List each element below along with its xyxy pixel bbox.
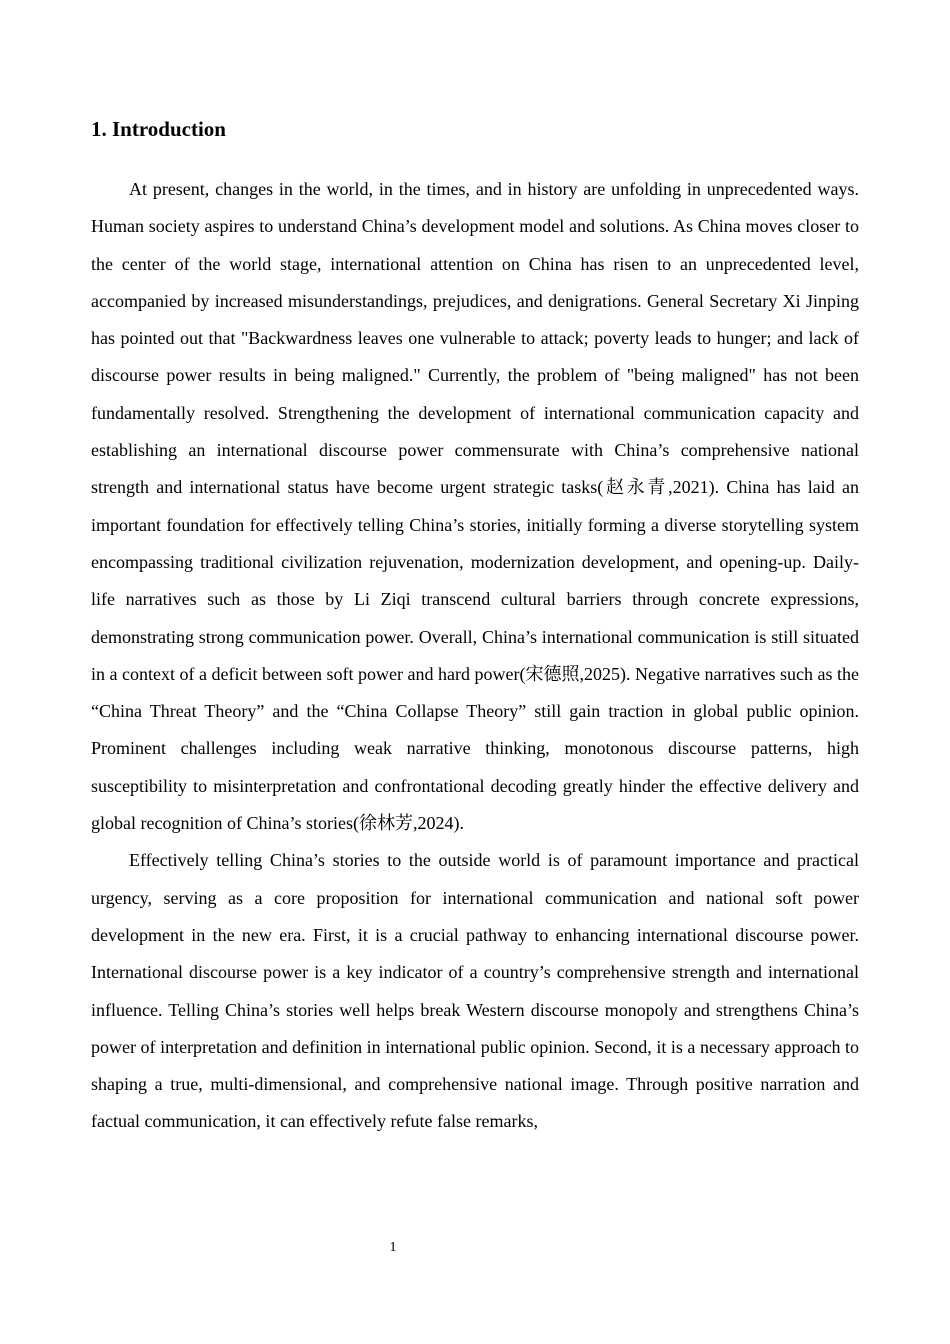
- body-text: [91, 171, 859, 1141]
- paragraph-2: Effectively telling China’s stories to the outside world is of paramount importance and practical urgency, serving as a core proposition for international communication and national soft power development in the new era. First, it is a crucial pathway to enhancing international discourse power. International discourse power is a key indicator of a country’s comprehensive strength and international influence. Telling China’s stories well helps break Western discourse monopoly and strengthens China’s power of interpretation and definition in international public opinion. Second, it is a necessary approach to shaping a true, multi-dimensional, and comprehensive national image. Through positive narration and factual communication, it can effectively refute false remarks,: [91, 850, 859, 1132]
- paragraph-1: At present, changes in the world, in the times, and in history are unfolding in unprecedented ways. Human society aspires to understand China’s development model and solutions. As China moves closer to the center of the world stage, international attention on China has risen to an unprecedented level, accompanied by increased misunderstandings, prejudices, and denigrations. General Secretary Xi Jinping has pointed out that "Backwardness leaves one vulnerable to attack; poverty leads to hunger; and lack of discourse power results in being maligned." Currently, the problem of "being maligned" has not been fundamentally resolved. Strengthening the development of international communication capacity and establishing an international discourse power commensurate with China’s comprehensive national strength and international status have become urgent strategic tasks(赵永青,2021). China has laid an important foundation for effectively telling China’s stories, initially forming a diverse storytelling system encompassing traditional civilization rejuvenation, modernization development, and opening-up. Daily-life narratives such as those by Li Ziqi transcend cultural barriers through concrete expressions, demonstrating strong communication power. Overall, China’s international communication is still situated in a context of a deficit between soft power and hard power(宋德照,2025). Negative narratives such as the “China Threat Theory” and the “China Collapse Theory” still gain traction in global public opinion. Prominent challenges including weak narrative thinking, monotonous discourse patterns, high susceptibility to misinterpretation and confrontational decoding greatly hinder the effective delivery and global recognition of China’s stories(徐林芳,2024).: [91, 179, 859, 834]
- page-number: 1: [389, 1240, 397, 1255]
- section-heading: 1. Introduction: [91, 117, 226, 141]
